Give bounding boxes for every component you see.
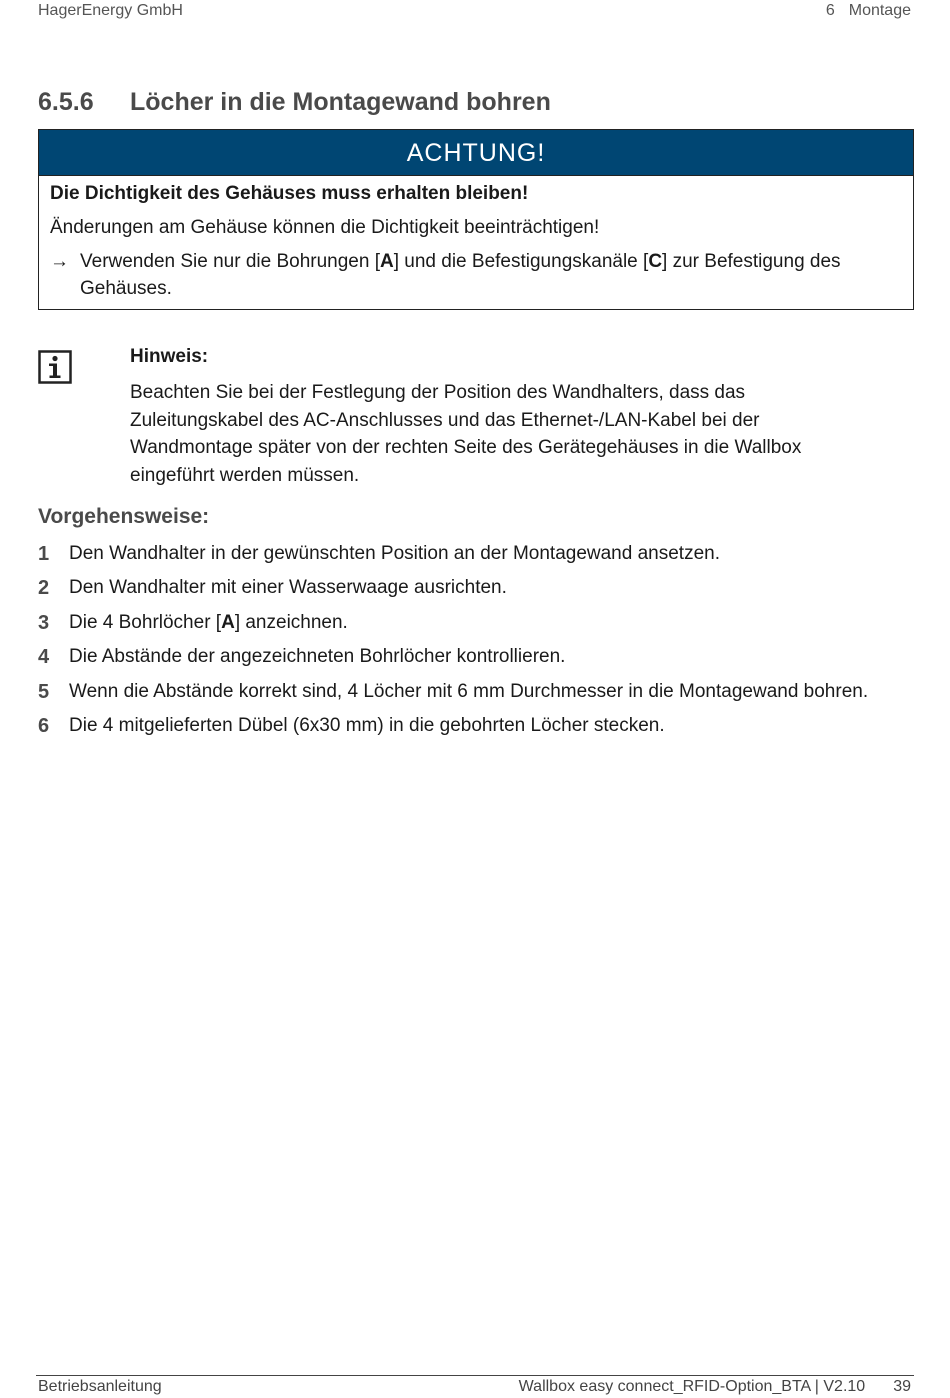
page-number: 39	[893, 1378, 911, 1395]
warning-box	[38, 129, 914, 310]
footer-doc-type: Betriebsanleitung	[38, 1378, 162, 1395]
section-title: Löcher in die Montagewand bohren	[130, 88, 551, 116]
step-text: Die 4 mitgelieferten Dübel (6x30 mm) in die gebohrten Löcher stecken.	[69, 714, 665, 736]
step-text: Den Wandhalter in der gewünschten Position an der Montagewand ansetzen.	[69, 543, 720, 564]
header-chapter	[826, 2, 911, 20]
procedure-steps	[38, 540, 918, 746]
chapter-number: 6	[825, 2, 835, 19]
procedure-title: Vorgehensweise:	[38, 505, 210, 528]
step-item: 2 Den Wandhalter mit einer Wasserwaage ausrichten.	[38, 574, 918, 608]
footer-divider	[36, 1375, 914, 1376]
warning-action	[50, 248, 902, 302]
warning-text: Änderungen am Gehäuse können die Dichtigkeit beeinträchtigen!	[50, 217, 600, 238]
step-text: Die 4 Bohrlöcher [A] anzeichnen.	[69, 611, 348, 633]
step-item: 1 Den Wandhalter in der gewünschten Position an der Montagewand ansetzen.	[38, 540, 918, 574]
step-text: Die Abstände der angezeichneten Bohrlöcher kontrollieren.	[69, 646, 566, 668]
warning-headline: Die Dichtigkeit des Gehäuses muss erhalten bleiben!	[50, 183, 529, 204]
warning-body	[39, 176, 913, 309]
warning-label: ACHTUNG!	[39, 130, 913, 176]
footer-doc-info	[519, 1378, 911, 1396]
header-company: HagerEnergy GmbH	[38, 2, 183, 19]
info-icon	[38, 350, 72, 384]
step-text: Wenn die Abstände korrekt sind, 4 Löcher mit 6 mm Durchmesser in die Montagewand bohren.	[69, 680, 869, 702]
section-number: 6.5.6	[38, 88, 94, 116]
hint-text: Beachten Sie bei der Festlegung der Position des Wandhalters, dass das Zuleitungskabel des AC-Anschlusses und das Ethernet-/LAN-Kabel bei der Wandmontage später von der rechten Seite des Gerätegehäuses in die Wallbox eingeführt werden müssen.	[130, 382, 802, 486]
section-heading	[38, 88, 551, 117]
step-item: 6 Die 4 mitgelieferten Dübel (6x30 mm) in die gebohrten Löcher stecken.	[38, 712, 918, 746]
step-item: 3 Die 4 Bohrlöcher [A] anzeichnen.	[38, 609, 918, 643]
hint-title: Hinweis:	[130, 346, 209, 367]
footer-doc-name: Wallbox easy connect_RFID-Option_BTA | V2.10	[518, 1378, 866, 1395]
chapter-title: Montage	[848, 2, 911, 19]
step-text: Den Wandhalter mit einer Wasserwaage ausrichten.	[69, 577, 507, 599]
warning-action-text: Verwenden Sie nur die Bohrungen [A] und die Befestigungskanäle [C] zur Befestigung des Gehäuses.	[80, 251, 841, 299]
step-item: 5 Wenn die Abstände korrekt sind, 4 Löcher mit 6 mm Durchmesser in die Montagewand bohren.	[38, 678, 918, 712]
arrow-right-icon: →	[50, 251, 69, 272]
step-item: 4 Die Abstände der angezeichneten Bohrlöcher kontrollieren.	[38, 643, 918, 677]
